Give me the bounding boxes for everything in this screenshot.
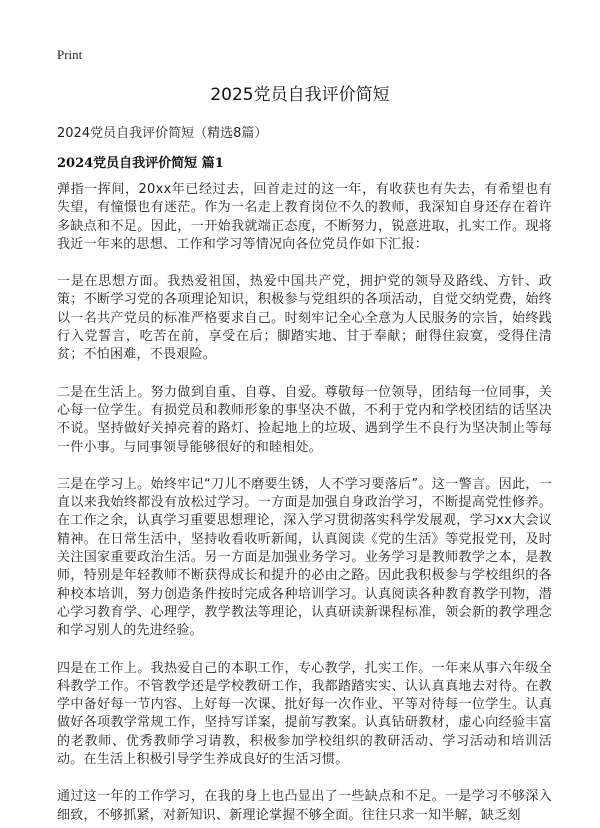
paragraph-work: 四是在工作上。我热爱自己的本职工作，专心教学，扎实工作。一年来从事六年级全科教学工作。不管教学还是学校教研工作，我都踏踏实实、认认真真地去对待。在教学中备好每一节内容、上好每一次课、批好每一次作业、平等对待每一位学生。认真做好各项教学常规工作，坚持写详案，提前写教案。认真钻研教材，虚心向经验丰富的老教师、优秀教师学习请教，积极参加学校组织的教研活动、学习活动和培训活动。在生活上积极引导学生养成良好的生活习惯。 <box>57 660 552 768</box>
paragraph-ideology: 一是在思想方面。我热爱祖国，热爱中国共产党，拥护党的领导及路线、方针、政策；不断学习党的各项理论知识，积极参与党组织的各项活动，自觉交纳党费，始终以一名共产党员的标准严格要求自己。时刻牢记全心全意为人民服务的宗旨，始终践行入党誓言，吃苦在前，享受在后；脚踏实地、甘于奉献；耐得住寂寞，受得住清贫；不怕困难，不畏艰险。 <box>57 274 552 363</box>
print-link[interactable]: Print <box>57 47 83 62</box>
paragraph-intro: 弹指一挥间，20xx年已经过去，回首走过的这一年，有收获也有失去，有希望也有失望，有憧憬也有迷茫。作为一名走上教育岗位不久的教师，我深知自身还存在着许多缺点和不足。因此，一开始我就端正态度，不断努力，锐意进取，扎实工作。现将我近一年来的思想、工作和学习等情况向各位党员作如下汇报： <box>57 182 552 252</box>
paragraph-study: 三是在学习上。始终牢记“刀儿不磨要生锈，人不学习要落后”。这一警言。因此，一直以来我始终都没有放松过学习。一方面是加强自身政治学习，不断提高党性修养。在工作之余，认真学习重要思想理论，深入学习贯彻落实科学发展观，学习xx大会议精神。在日常生活中，坚持收看收听新闻，认真阅读《党的生活》等党报党刊，及时关注国家重要政治生活。另一方面是加强业务学习。业务学习是教师教学之本，是教师，特别是年轻教师不断获得成长和提升的必由之路。因此我积极参与学校组织的各种校本培训，努力创造条件按时完成各种培训学习。认真阅读各种教育教学刊物，潜心学习教育学、心理学，教学教法等理论，认真研读新课程标准，领会新的教学理念和学习别人的先进经验。 <box>57 476 552 639</box>
page-title: 2025党员自我评价简短 <box>210 85 390 105</box>
paragraph-life: 二是在生活上。努力做到自重、自尊、自爱。尊敬每一位领导，团结每一位同事，关心每一位学生。有损党员和教师形象的事坚决不做，不利于党内和学校团结的话坚决不说。坚持做好关掉亮着的路灯、捡起地上的垃圾、遇到学生不良行为坚决制止等每一件小事。与同事领导能够很好的和睦相处。 <box>57 384 552 455</box>
document-subtitle: 2024党员自我评价简短（精选8篇） <box>57 126 268 141</box>
paragraph-shortcomings: 通过这一年的工作学习，在我的身上也凸显出了一些缺点和不足。一是学习不够深入细致，不够抓紧，对新知识、新理论掌握不够全面。往往只求一知半解，缺乏刻 <box>57 789 552 823</box>
article-body <box>57 181 552 828</box>
section-heading: 2024党员自我评价简短 篇1 <box>57 156 224 171</box>
